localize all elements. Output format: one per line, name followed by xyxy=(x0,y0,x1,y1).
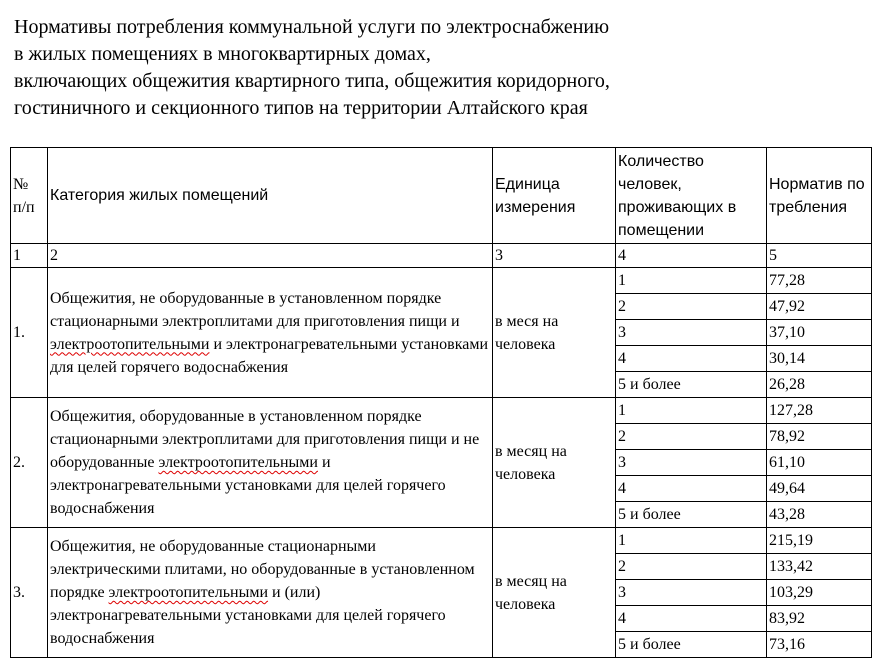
norm-value-cell: 37,10 xyxy=(767,320,872,346)
index-cell: 2 xyxy=(48,244,493,268)
category-description xyxy=(48,398,493,528)
table-row xyxy=(11,398,872,424)
norm-value-cell: 133,42 xyxy=(767,554,872,580)
people-count-cell: 1 xyxy=(616,398,767,424)
norms-table xyxy=(10,147,872,658)
header-norm-label: Норматив потребления xyxy=(769,175,865,216)
people-count-cell: 1 xyxy=(616,528,767,554)
index-cell: 4 xyxy=(616,244,767,268)
category-text: и электронагревательными установками для целей горячего водоснабжения xyxy=(50,454,446,517)
category-text: и (или) электронагревательными установками для целей горячего водоснабжения xyxy=(50,584,446,647)
header-unit xyxy=(493,148,616,244)
norm-value-cell: 78,92 xyxy=(767,424,872,450)
unit-cell: в месяц на человека xyxy=(493,398,616,528)
category-term: электроотопительными xyxy=(108,584,269,601)
title-line: гостиничного и секционного типов на территории Алтайского края xyxy=(14,97,588,119)
norm-value-cell: 73,16 xyxy=(767,632,872,658)
unit-cell: в месяц на человека xyxy=(493,528,616,658)
category-text: Общежития, оборудованные в установленном порядке стационарными электроплитами для приготовления пищи и не оборудованные xyxy=(50,408,480,471)
people-count-cell: 4 xyxy=(616,476,767,502)
title-line: включающих общежития квартирного типа, общежития коридорного, xyxy=(14,70,610,92)
row-number: 3. xyxy=(11,528,48,658)
header-people-label: Количество человек, проживающих в помещении xyxy=(618,152,737,239)
category-text: Общежития, не оборудованные в установленном порядке стационарными электроплитами для приготовления пищи и xyxy=(50,289,460,330)
index-cell: 1 xyxy=(11,244,48,268)
category-term: электроотопительными xyxy=(50,335,210,353)
header-number xyxy=(11,148,48,244)
header-category xyxy=(48,148,493,244)
people-count-cell: 2 xyxy=(616,294,767,320)
people-count-cell: 1 xyxy=(616,268,767,294)
row-number: 2. xyxy=(11,398,48,528)
category-description xyxy=(48,528,493,658)
norm-value-cell: 30,14 xyxy=(767,346,872,372)
people-count-cell: 3 xyxy=(616,450,767,476)
title-line: в жилых помещениях в многоквартирных домах, xyxy=(14,43,431,65)
people-count-cell: 4 xyxy=(616,606,767,632)
norm-value-cell: 83,92 xyxy=(767,606,872,632)
unit-cell: в меся на человека xyxy=(493,268,616,398)
people-count-cell: 4 xyxy=(616,346,767,372)
index-row xyxy=(11,244,872,268)
category-description xyxy=(48,268,493,398)
people-count-cell: 2 xyxy=(616,554,767,580)
norm-value-cell: 127,28 xyxy=(767,398,872,424)
people-count-cell: 5 и более xyxy=(616,632,767,658)
document-title xyxy=(14,14,874,122)
index-cell: 5 xyxy=(767,244,872,268)
norm-value-cell: 61,10 xyxy=(767,450,872,476)
header-number-label: № п/п xyxy=(13,175,35,216)
norm-value-cell: 215,19 xyxy=(767,528,872,554)
index-cell: 3 xyxy=(493,244,616,268)
header-people xyxy=(616,148,767,244)
people-count-cell: 2 xyxy=(616,424,767,450)
table-row xyxy=(11,528,872,554)
people-count-cell: 5 и более xyxy=(616,372,767,398)
norm-value-cell: 49,64 xyxy=(767,476,872,502)
norm-value-cell: 77,28 xyxy=(767,268,872,294)
people-count-cell: 3 xyxy=(616,580,767,606)
people-count-cell: 5 и более xyxy=(616,502,767,528)
norm-value-cell: 47,92 xyxy=(767,294,872,320)
header-row xyxy=(11,148,872,244)
row-number: 1. xyxy=(11,268,48,398)
category-text: и электронагревательными установками для целей горячего водоснабжения xyxy=(50,335,489,376)
title-line: Нормативы потребления коммунальной услуги по электроснабжению xyxy=(14,16,610,38)
category-term: электроотопительными xyxy=(158,454,318,471)
category-text: Общежития, не оборудованные стационарными электрическими плитами, но оборудованные в установленном порядке xyxy=(50,538,475,601)
people-count-cell: 3 xyxy=(616,320,767,346)
norm-value-cell: 26,28 xyxy=(767,372,872,398)
header-category-label: Категория жилых помещений xyxy=(50,187,269,204)
header-unit-label: Единица измерения xyxy=(495,175,576,216)
header-norm xyxy=(767,148,872,244)
table-row xyxy=(11,268,872,294)
norm-value-cell: 43,28 xyxy=(767,502,872,528)
norm-value-cell: 103,29 xyxy=(767,580,872,606)
